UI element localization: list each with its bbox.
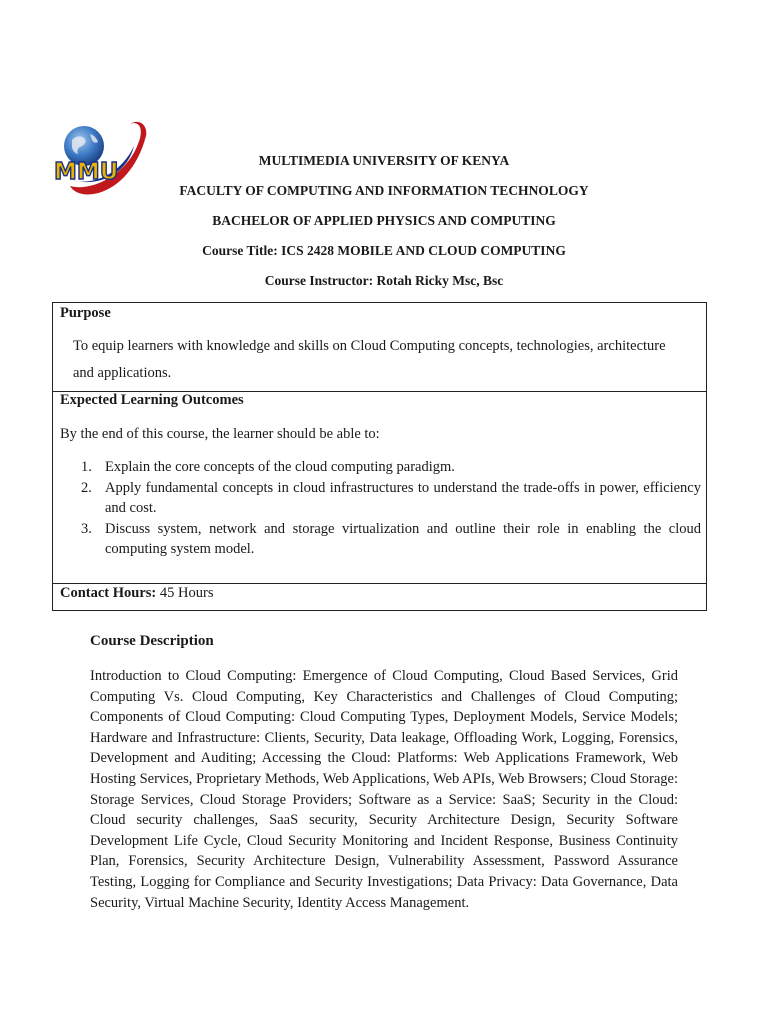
purpose-section bbox=[52, 302, 707, 392]
list-item-text: Apply fundamental concepts in cloud infrastructures to understand the trade-offs in power, efficiency and cost. bbox=[105, 479, 701, 516]
list-item-text: Explain the core concepts of the cloud computing paradigm. bbox=[105, 459, 455, 475]
purpose-text-line1: To equip learners with knowledge and skills on Cloud Computing concepts, technologies, architecture bbox=[73, 338, 666, 354]
outcomes-title: Expected Learning Outcomes bbox=[60, 392, 244, 408]
course-description-body: Introduction to Cloud Computing: Emergence of Cloud Computing, Cloud Based Services, Grid Computing Vs. Cloud Computing, Key Characteristics and Challenges of Cloud Computing; Components of Cloud Computing: Cloud Computing Types, Deployment Models, Service Models; Hardware and Infrastructure: Clients, Security, Data leakage, Offloading Work, Logging, Forensics, Development and Auditing; Accessing the Cloud: Platforms: Web Applications Framework, Web Hosting Services, Proprietary Methods, Web Applications, Web APIs, Web Browsers; Cloud Storage: Storage Services, Cloud Storage Providers; Software as a Service: SaaS; Security in the Cloud: Cloud security challenges, SaaS security, Security Architecture Design, Security Software Development Life Cycle, Cloud Security Monitoring and Incident Response, Business Continuity Plan, Forensics, Security Architecture Design, Vulnerability Assessment, Password Assurance Testing, Logging for Compliance and Security Investigations; Data Privacy: Data Governance, Data Security, Virtual Machine Security, Identity Access Management. bbox=[90, 668, 678, 911]
outcomes-list bbox=[81, 457, 701, 560]
list-item-number: 1. bbox=[81, 459, 92, 475]
outcomes-intro: By the end of this course, the learner should be able to: bbox=[60, 426, 380, 442]
list-item bbox=[81, 457, 701, 478]
outcomes-section bbox=[52, 391, 707, 584]
purpose-text-line2: and applications. bbox=[73, 365, 172, 381]
course-description-title: Course Description bbox=[90, 633, 214, 649]
contact-hours-label: Contact Hours: bbox=[60, 585, 157, 601]
course-title: Course Title: ICS 2428 MOBILE AND CLOUD COMPUTING bbox=[202, 243, 566, 258]
university-name: MULTIMEDIA UNIVERSITY OF KENYA bbox=[258, 153, 510, 168]
list-item-number: 2. bbox=[81, 479, 92, 496]
contact-hours-row bbox=[60, 585, 213, 602]
list-item bbox=[81, 519, 701, 560]
course-instructor: Course Instructor: Rotah Ricky Msc, Bsc bbox=[264, 273, 504, 288]
contact-hours-section bbox=[52, 583, 707, 611]
purpose-title: Purpose bbox=[60, 305, 111, 321]
faculty-name: FACULTY OF COMPUTING AND INFORMATION TECHNOLOGY bbox=[179, 183, 589, 198]
contact-hours-value: 45 Hours bbox=[159, 585, 214, 601]
logo-text: MMU bbox=[54, 159, 119, 185]
list-item bbox=[81, 478, 701, 519]
list-item-number: 3. bbox=[81, 520, 92, 537]
list-item-text: Discuss system, network and storage virtualization and outline their role in enabling the cloud computing system model. bbox=[105, 520, 701, 557]
program-name: BACHELOR OF APPLIED PHYSICS AND COMPUTING bbox=[212, 213, 556, 228]
